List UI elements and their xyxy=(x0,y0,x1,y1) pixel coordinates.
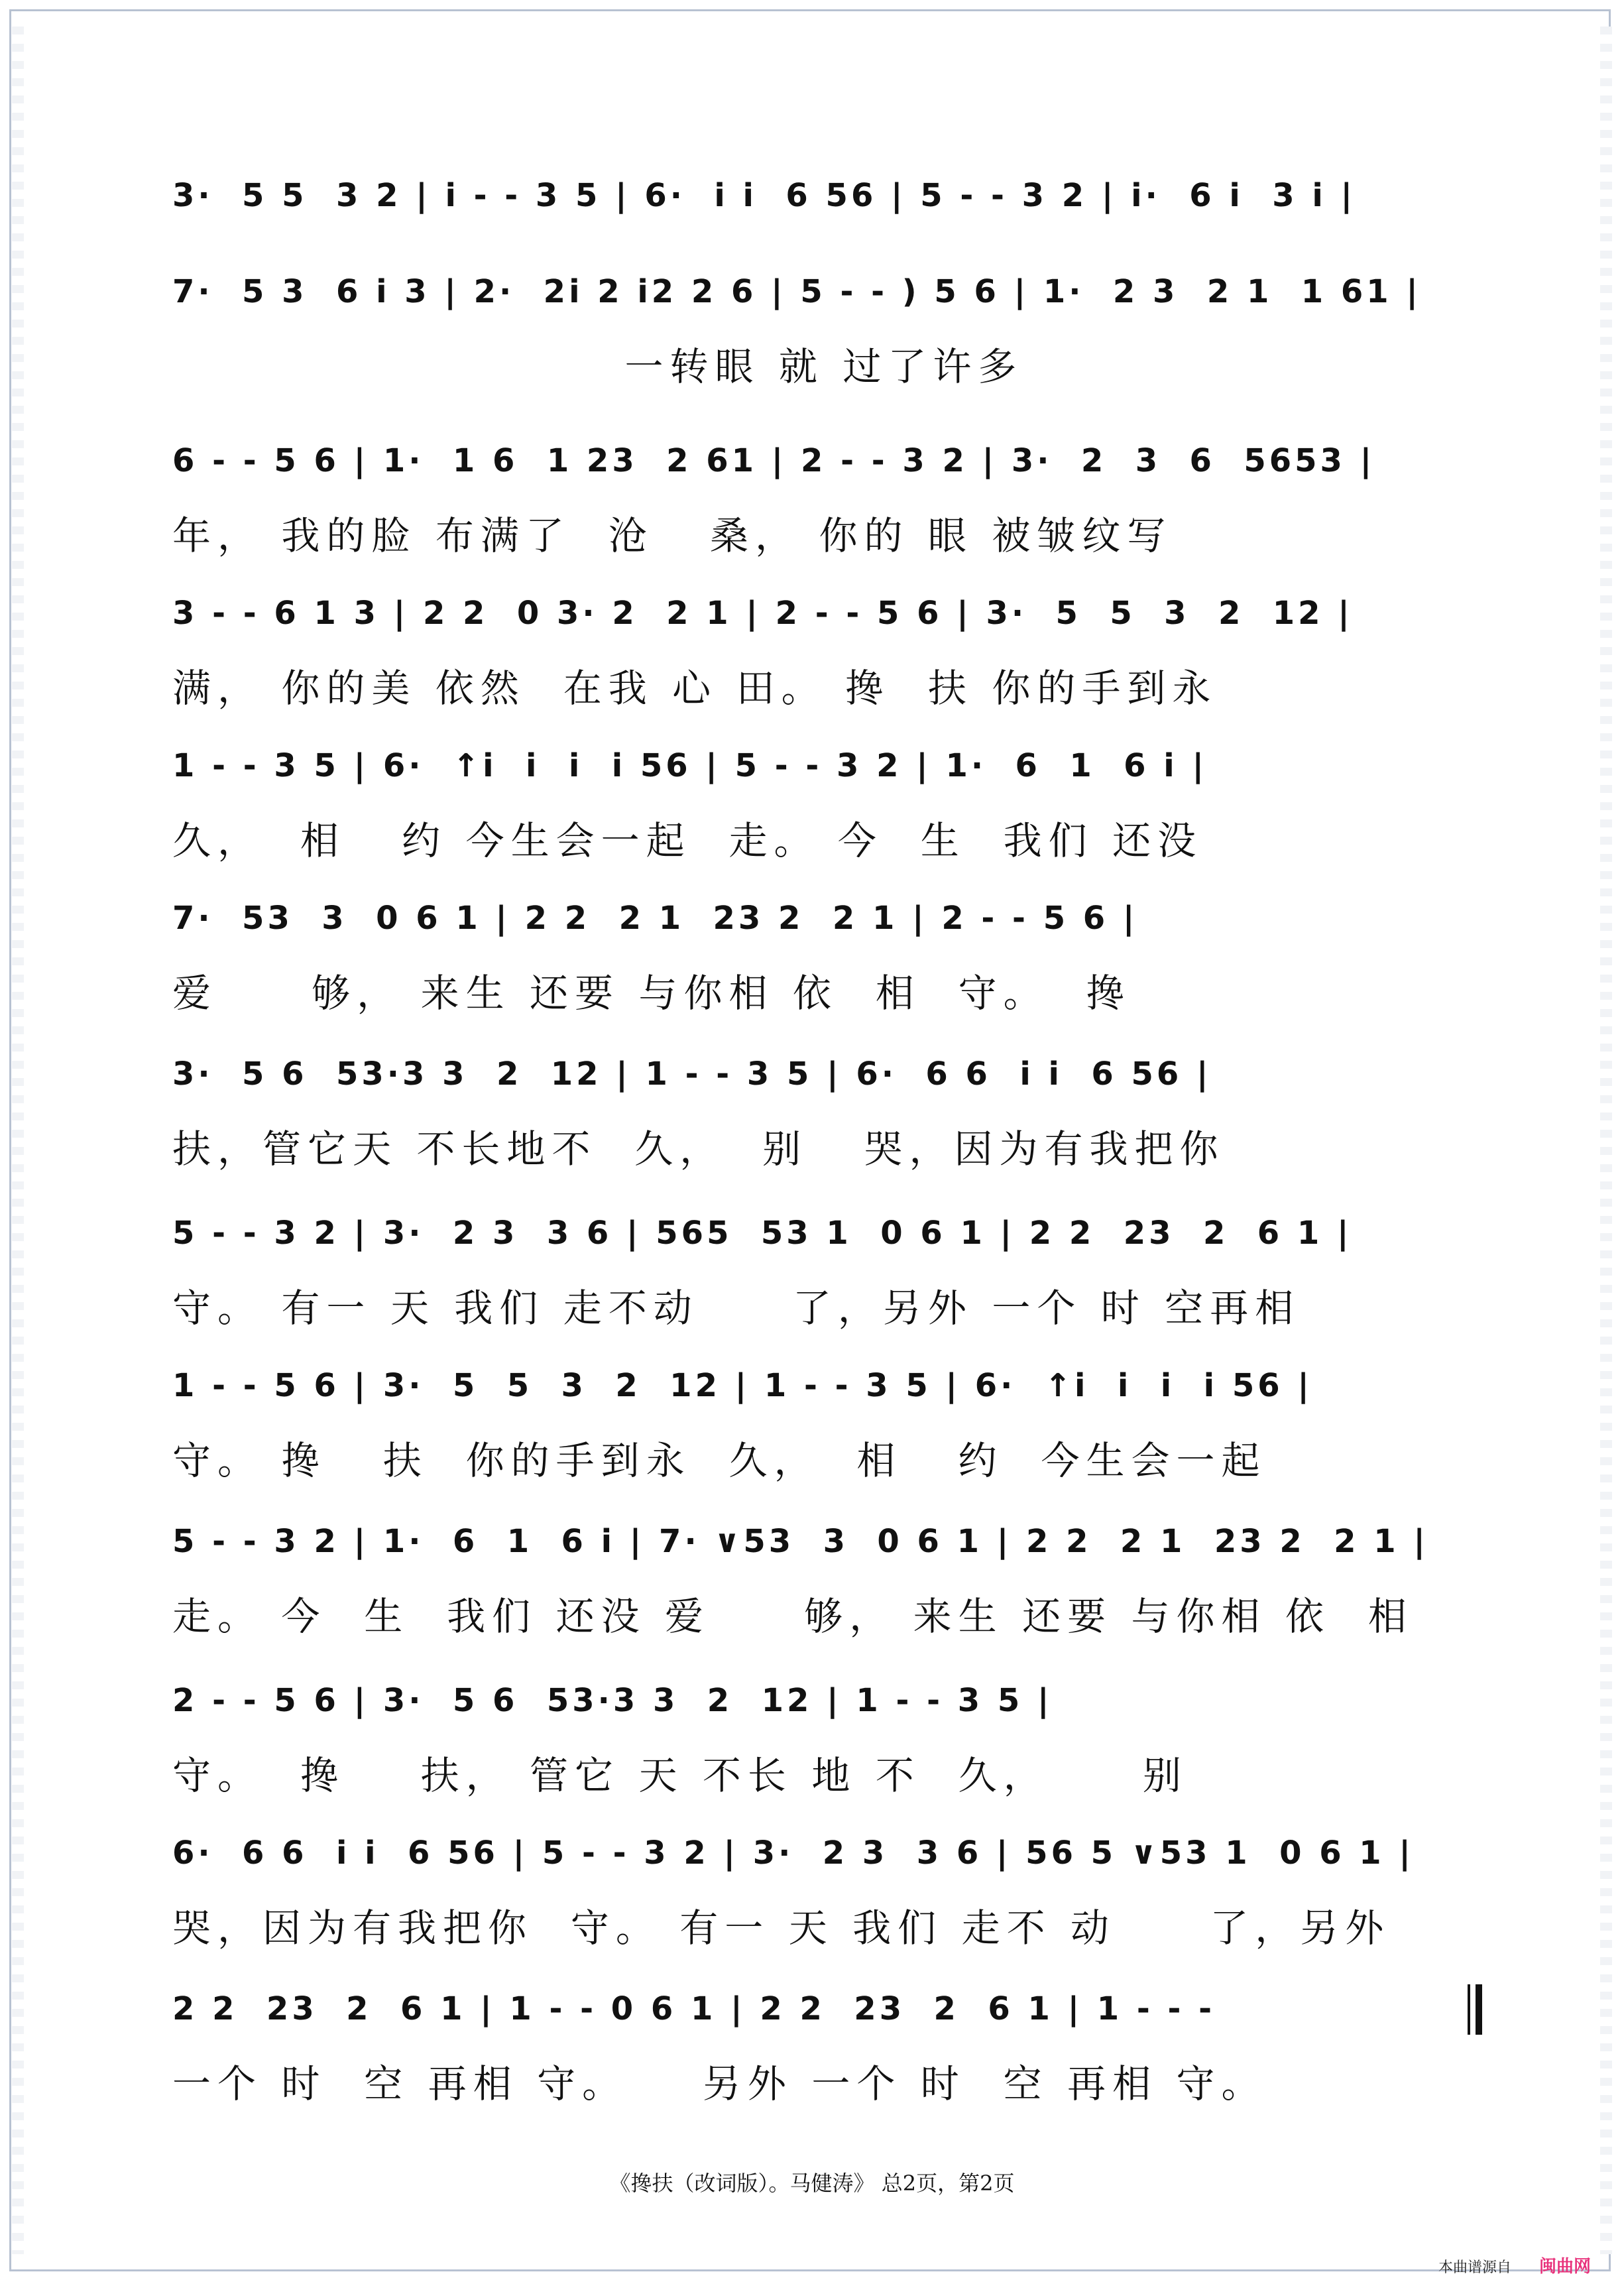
right-watermark-strip xyxy=(1600,27,1612,2254)
notation-line: 3 - - 6 1 3 | 2 2 0 3· 2 2 1 | 2 - - 5 6 | 3· 5 5 3 2 12 | xyxy=(172,595,1353,632)
lyrics-line: 久， 相 约 今生会一起 走。 今 生 我们 还没 xyxy=(172,818,1203,863)
notation-line: 5 - - 3 2 | 3· 2 3 3 6 | 565 53 1 0 6 1 | 2 2 23 2 6 1 | xyxy=(172,1215,1352,1252)
notation-line: 2 - - 5 6 | 3· 5 6 53·3 3 2 12 | 1 - - 3 5 | xyxy=(172,1682,1053,1719)
notation-line: 7· 5 3 6 i 3 | 2· 2i 2 i2 2 6 | 5 - - ) 5 6 | 1· 2 3 2 1 1 61 | xyxy=(172,273,1421,310)
page-footer: 《搀扶（改词版）。马健涛》 总2页，第2页 xyxy=(609,2171,1015,2196)
lyrics-line: 守。 有一 天 我们 走不动 了，另外 一个 时 空再相 xyxy=(172,1286,1301,1331)
lyrics-line: 满， 你的美 依然 在我 心 田。 搀 扶 你的手到永 xyxy=(172,666,1218,711)
source-note: 本曲谱源自 xyxy=(1438,2259,1511,2276)
lyrics-line: 守。 搀 扶 你的手到永 久， 相 约 今生会一起 xyxy=(172,1438,1267,1483)
lyrics-line: 哭，因为有我把你 守。 有一 天 我们 走不 动 了，另外 xyxy=(172,1905,1391,1951)
final-barline xyxy=(1468,1984,1482,2035)
notation-line: 3· 5 5 3 2 | i - - 3 5 | 6· i i 6 56 | 5 - - 3 2 | i· 6 i 3 i | xyxy=(172,177,1356,214)
notation-line: 1 - - 5 6 | 3· 5 5 3 2 12 | 1 - - 3 5 | 6· ↑i i i i 56 | xyxy=(172,1367,1312,1404)
notation-line: 3· 5 6 53·3 3 2 12 | 1 - - 3 5 | 6· 6 6 i i 6 56 | xyxy=(172,1055,1212,1093)
notation-line: 6 - - 5 6 | 1· 1 6 1 23 2 61 | 2 - - 3 2 | 3· 2 3 6 5653 | xyxy=(172,442,1375,479)
lyrics-line: 扶，管它天 不长地不 久， 别 哭，因为有我把你 xyxy=(172,1126,1225,1172)
lyrics-line: 爱 够， 来生 还要 与你相 依 相 守。 搀 xyxy=(172,971,1131,1016)
notation-line: 6· 6 6 i i 6 56 | 5 - - 3 2 | 3· 2 3 3 6 | 56 5 ∨53 1 0 6 1 | xyxy=(172,1834,1414,1872)
lyrics-line: 年， 我的脸 布满了 沧 桑， 你的 眼 被皱纹写 xyxy=(172,513,1173,558)
notation-line: 5 - - 3 2 | 1· 6 1 6 i | 7· ∨53 3 0 6 1 | 2 2 2 1 23 2 2 1 | xyxy=(172,1523,1428,1560)
notation-line: 7· 53 3 0 6 1 | 2 2 2 1 23 2 2 1 | 2 - - 5 6 | xyxy=(172,900,1138,937)
notation-line: 1 - - 3 5 | 6· ↑i i i i 56 | 5 - - 3 2 | 1· 6 1 6 i | xyxy=(172,747,1207,784)
notation-line: 2 2 23 2 6 1 | 1 - - 0 6 1 | 2 2 23 2 6 1 | 1 - - - xyxy=(172,1990,1216,2027)
left-watermark-strip xyxy=(12,27,24,2254)
lyrics-line: 一个 时 空 再相 守。 另外 一个 时 空 再相 守。 xyxy=(172,2061,1267,2106)
lyrics-line: 一转眼 就 过了许多 xyxy=(172,344,1023,389)
lyrics-line: 守。 搀 扶， 管它 天 不长 地 不 久， 别 xyxy=(172,1753,1188,1798)
lyrics-line: 走。 今 生 我们 还没 爱 够， 来生 还要 与你相 依 相 xyxy=(172,1594,1413,1639)
site-logo: 闽曲网 xyxy=(1538,2257,1591,2277)
